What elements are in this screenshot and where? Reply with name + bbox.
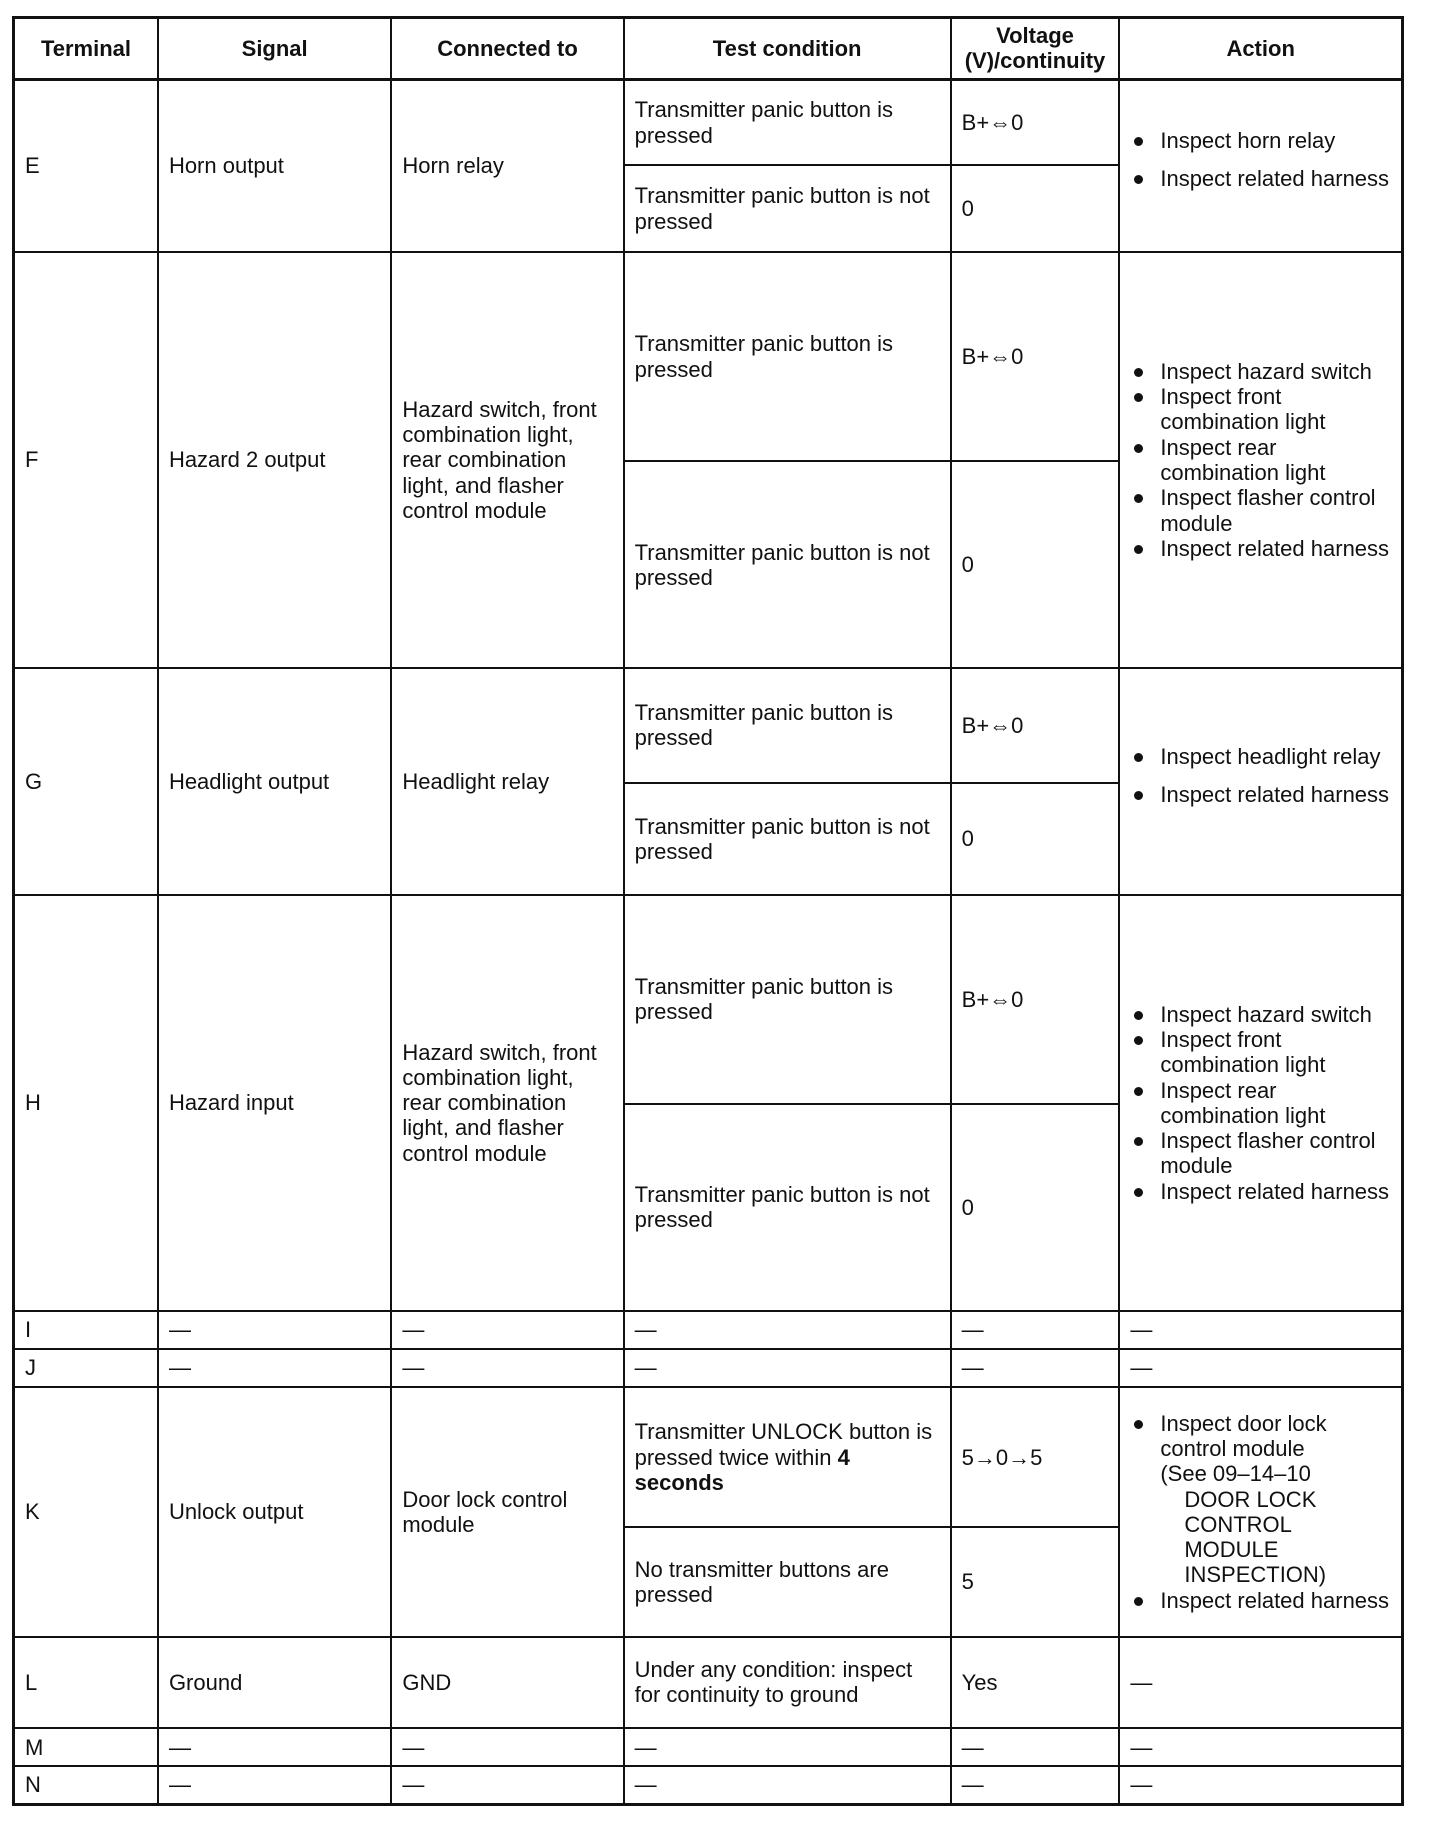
voltage-cell: 0 [951, 165, 1120, 251]
voltage-cell: B+⇔0 [951, 895, 1120, 1104]
action-item: Inspect headlight relay [1130, 744, 1391, 769]
action-list [1130, 359, 1391, 561]
action-cell [1119, 668, 1402, 895]
connected-to-cell: Hazard switch, front combination light, rear combination light, and flasher control module [391, 895, 623, 1311]
header-voltage-line2: (V)/continuity [964, 48, 1106, 74]
voltage-cell: B+⇔0 [951, 668, 1120, 782]
action-list [1130, 1411, 1391, 1613]
action-cell [1119, 79, 1402, 252]
table-row [14, 895, 1403, 1104]
empty-cell: — [391, 1766, 623, 1804]
action-cell [1119, 895, 1402, 1311]
action-item: Inspect related harness [1130, 782, 1391, 807]
action-cell [1119, 1387, 1402, 1637]
empty-cell: — [158, 1311, 391, 1349]
reference-title: DOOR LOCK CONTROL MODULE INSPECTION) [1184, 1486, 1327, 1588]
signal-cell: Headlight output [158, 668, 391, 895]
action-item: Inspect rear combination light [1130, 1078, 1391, 1129]
empty-cell: — [624, 1766, 951, 1804]
test-condition-cell: Transmitter panic button is not pressed [624, 165, 951, 251]
action-cell [1119, 252, 1402, 669]
terminal-cell: N [14, 1766, 158, 1804]
signal-cell: Hazard 2 output [158, 252, 391, 669]
empty-cell: — [951, 1728, 1120, 1766]
see-reference: (See 09–14–10 [1160, 1461, 1311, 1487]
connected-to-cell: Door lock control module [391, 1387, 623, 1637]
voltage-cell: 5 [951, 1527, 1120, 1636]
action-list [1130, 1002, 1391, 1204]
action-item: Inspect hazard switch [1130, 1002, 1391, 1027]
condition-text: Transmitter UNLOCK button is pressed twice within [634, 1419, 933, 1470]
terminal-cell: G [14, 668, 158, 895]
empty-cell: — [624, 1311, 951, 1349]
action-item: Inspect related harness [1130, 1179, 1391, 1204]
test-condition-cell: Transmitter panic button is pressed [624, 79, 951, 165]
action-item: Inspect rear combination light [1130, 435, 1391, 486]
action-item: Inspect flasher control module [1130, 485, 1391, 536]
connected-to-cell: GND [391, 1637, 623, 1728]
test-condition-cell: Transmitter panic button is pressed [624, 668, 951, 782]
terminal-inspection-table [12, 16, 1404, 1806]
empty-cell: — [624, 1349, 951, 1387]
header-test-condition: Test condition [624, 18, 951, 80]
action-item: Inspect horn relay [1130, 128, 1391, 153]
table-row [14, 1766, 1403, 1804]
signal-cell: Hazard input [158, 895, 391, 1311]
empty-cell: — [158, 1349, 391, 1387]
signal-cell: Unlock output [158, 1387, 391, 1637]
action-item: Inspect front combination light [1130, 384, 1391, 435]
header-signal: Signal [158, 18, 391, 80]
empty-cell: — [1119, 1728, 1402, 1766]
action-text: Inspect door lock control module [1160, 1410, 1327, 1461]
empty-cell: — [158, 1728, 391, 1766]
connected-to-cell: Hazard switch, front combination light, rear combination light, and flasher control module [391, 252, 623, 669]
table-row [14, 1387, 1403, 1528]
action-item [1130, 1411, 1391, 1588]
header-terminal: Terminal [14, 18, 158, 80]
test-condition-cell: Transmitter panic button is not pressed [624, 461, 951, 668]
terminal-cell: I [14, 1311, 158, 1349]
empty-cell: — [951, 1766, 1120, 1804]
table-row [14, 79, 1403, 165]
empty-cell: — [1119, 1637, 1402, 1728]
empty-cell: — [1119, 1311, 1402, 1349]
header-action: Action [1119, 18, 1402, 80]
condition-emphasis: 4 seconds [634, 1444, 850, 1495]
table-row [14, 252, 1403, 462]
empty-cell: — [158, 1766, 391, 1804]
voltage-cell: Yes [951, 1637, 1120, 1728]
test-condition-cell: Transmitter panic button is not pressed [624, 783, 951, 895]
signal-cell: Horn output [158, 79, 391, 252]
test-condition-cell: Transmitter panic button is pressed [624, 895, 951, 1104]
terminal-cell: K [14, 1387, 158, 1637]
action-item: Inspect related harness [1130, 1588, 1391, 1613]
table-row [14, 1311, 1403, 1349]
empty-cell: — [951, 1311, 1120, 1349]
empty-cell: — [951, 1349, 1120, 1387]
action-item: Inspect related harness [1130, 166, 1391, 191]
header-row [14, 18, 1403, 80]
voltage-cell: 0 [951, 1104, 1120, 1311]
table-row [14, 1728, 1403, 1766]
empty-cell: — [391, 1349, 623, 1387]
connected-to-cell: Horn relay [391, 79, 623, 252]
empty-cell: — [1119, 1766, 1402, 1804]
connected-to-cell: Headlight relay [391, 668, 623, 895]
terminal-cell: M [14, 1728, 158, 1766]
test-condition-cell: Under any condition: inspect for continuity to ground [624, 1637, 951, 1728]
empty-cell: — [624, 1728, 951, 1766]
empty-cell: — [391, 1311, 623, 1349]
test-condition-cell: Transmitter panic button is not pressed [624, 1104, 951, 1311]
terminal-cell: F [14, 252, 158, 669]
test-condition-cell: No transmitter buttons are pressed [624, 1527, 951, 1636]
table-row [14, 668, 1403, 782]
action-item: Inspect front combination light [1130, 1027, 1391, 1078]
spec-sheet [12, 16, 1404, 1806]
terminal-cell: E [14, 79, 158, 252]
table-row [14, 1349, 1403, 1387]
voltage-cell: B+⇔0 [951, 79, 1120, 165]
empty-cell: — [1119, 1349, 1402, 1387]
action-list [1130, 744, 1391, 807]
voltage-cell: B+⇔0 [951, 252, 1120, 462]
test-condition-cell [624, 1387, 951, 1528]
action-list [1130, 128, 1391, 191]
table-row [14, 1637, 1403, 1728]
action-item: Inspect related harness [1130, 536, 1391, 561]
terminal-cell: H [14, 895, 158, 1311]
terminal-cell: J [14, 1349, 158, 1387]
voltage-cell: 0 [951, 783, 1120, 895]
action-item: Inspect flasher control module [1130, 1128, 1391, 1179]
test-condition-cell: Transmitter panic button is pressed [624, 252, 951, 462]
header-voltage [951, 18, 1120, 80]
terminal-cell: L [14, 1637, 158, 1728]
header-connected-to: Connected to [391, 18, 623, 80]
empty-cell: — [391, 1728, 623, 1766]
voltage-cell: 5→0→5 [951, 1387, 1120, 1528]
action-item: Inspect hazard switch [1130, 359, 1391, 384]
voltage-cell: 0 [951, 461, 1120, 668]
signal-cell: Ground [158, 1637, 391, 1728]
header-voltage-line1: Voltage [996, 23, 1074, 48]
